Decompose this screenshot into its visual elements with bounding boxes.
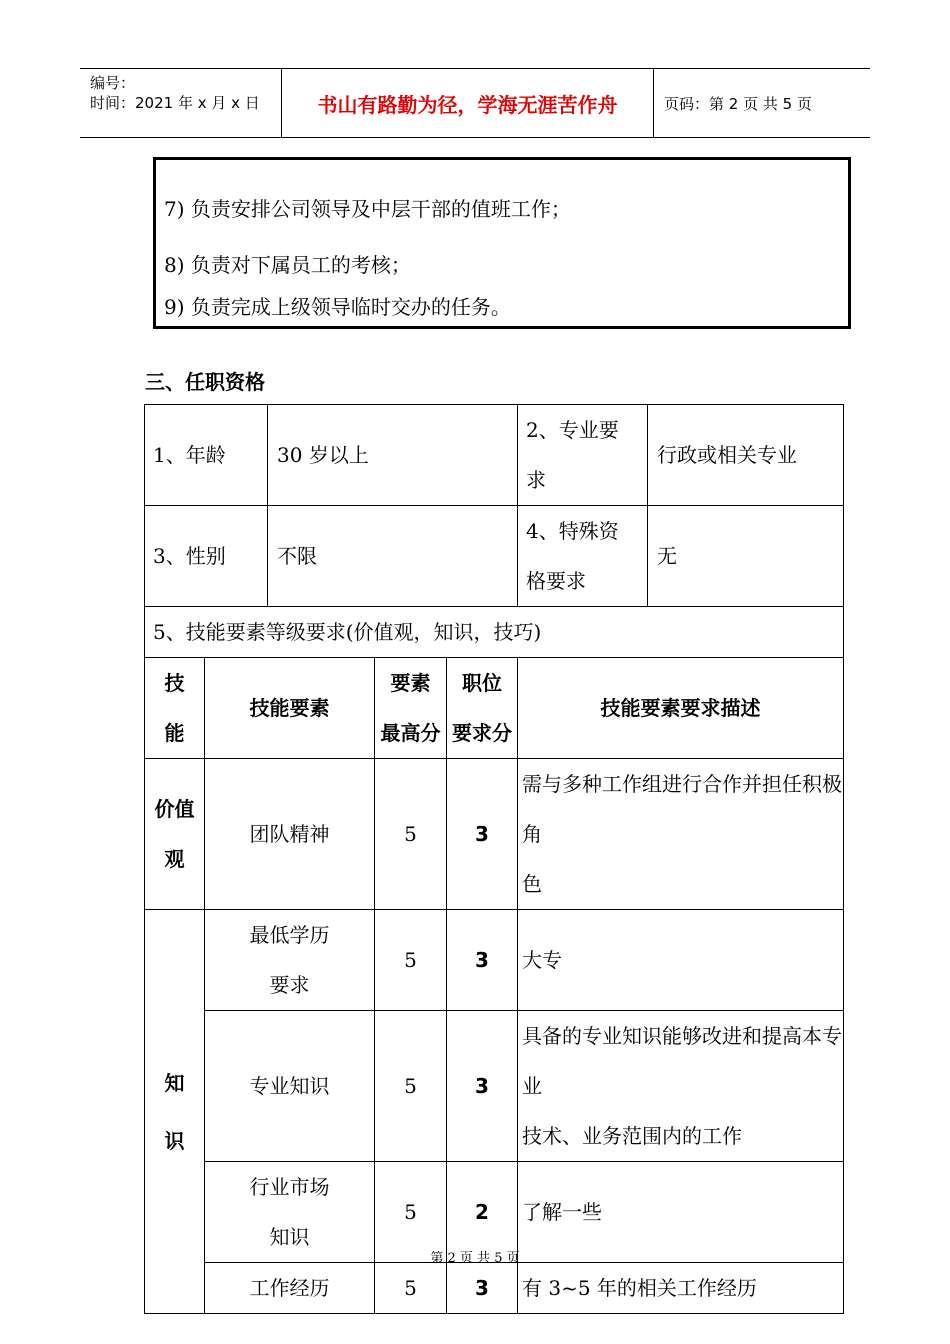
gender-value: 不限 <box>268 506 518 607</box>
duty-item: 9) 负责完成上级领导临时交办的任务。 <box>164 295 511 319</box>
skill-max: 5 <box>375 910 447 1011</box>
skill-req: 3 <box>447 910 518 1011</box>
skill-req: 3 <box>447 1263 518 1314</box>
group-knowledge-line1: 知 <box>164 1070 185 1095</box>
qualification-table <box>144 404 844 1314</box>
major-label <box>518 405 648 506</box>
table-row <box>145 607 844 658</box>
table-row <box>145 405 844 506</box>
skill-max: 5 <box>375 759 447 910</box>
header-skill-line1: 技 <box>164 671 185 695</box>
skill-desc: 有 3~5 年的相关工作经历 <box>518 1263 844 1314</box>
table-row <box>145 910 844 1011</box>
age-label: 1、年龄 <box>145 405 268 506</box>
header-req-line1: 职位 <box>462 671 503 695</box>
header-motto: 书山有路勤为径，学海无涯苦作舟 <box>282 69 654 137</box>
group-values-line2: 观 <box>164 847 185 871</box>
skill-desc <box>518 759 844 910</box>
skill-max: 5 <box>375 1011 447 1162</box>
skill-max: 5 <box>375 1162 447 1263</box>
table-row <box>145 506 844 607</box>
major-label-line2: 求 <box>526 468 547 492</box>
page-footer: 第 2 页 共 5 页 <box>430 1251 520 1266</box>
skill-desc-line2: 技术、业务范围内的工作 <box>522 1124 743 1148</box>
age-value: 30 岁以上 <box>268 405 518 506</box>
skill-desc <box>518 1011 844 1162</box>
header-max-line1: 要素 <box>390 671 431 695</box>
skill-name: 团队精神 <box>205 759 375 910</box>
skill-name: 专业知识 <box>205 1011 375 1162</box>
table-row <box>145 1011 844 1162</box>
special-label-line1: 4、特殊资 <box>526 519 619 543</box>
special-label <box>518 506 648 607</box>
header-skill <box>145 658 205 759</box>
skill-name-line2: 知识 <box>269 1225 310 1249</box>
header-skill-line2: 能 <box>164 721 185 745</box>
skill-req: 3 <box>447 1011 518 1162</box>
gender-label: 3、性别 <box>145 506 268 607</box>
group-values <box>145 759 205 910</box>
skill-desc: 大专 <box>518 910 844 1011</box>
duties-box <box>153 157 851 329</box>
skill-name-line1: 最低学历 <box>249 923 330 947</box>
major-value: 行政或相关专业 <box>648 405 844 506</box>
skills-header-row <box>145 658 844 759</box>
special-label-line2: 格要求 <box>526 569 587 593</box>
group-values-line1: 价值 <box>154 797 195 821</box>
header-max-score <box>375 658 447 759</box>
duty-item: 7) 负责安排公司领导及中层干部的值班工作； <box>164 197 571 221</box>
header-description: 技能要素要求描述 <box>518 658 844 759</box>
skills-row-label: 5、技能要素等级要求(价值观，知识，技巧) <box>145 607 844 658</box>
skill-desc: 了解一些 <box>518 1162 844 1263</box>
table-row <box>145 759 844 910</box>
header-page-label: 页码：第 2 页 共 5 页 <box>664 94 812 113</box>
skill-name-line1: 行业市场 <box>249 1175 330 1199</box>
serial-label: 编号： <box>90 74 136 92</box>
skill-req: 3 <box>447 759 518 910</box>
skill-desc-line1: 具备的专业知识能够改进和提高本专业 <box>522 1024 843 1098</box>
skill-req: 2 <box>447 1162 518 1263</box>
header-req-score <box>447 658 518 759</box>
header-req-line2: 要求分 <box>452 721 513 745</box>
skill-name <box>205 910 375 1011</box>
time-label: 时间：2021 年 x 月 x 日 <box>90 94 260 112</box>
header-meta <box>80 69 282 137</box>
special-value: 无 <box>648 506 844 607</box>
group-knowledge-line2: 识 <box>164 1128 185 1153</box>
major-label-line1: 2、专业要 <box>526 418 619 442</box>
skill-max: 5 <box>375 1263 447 1314</box>
table-row <box>145 1263 844 1314</box>
section-title: 三、任职资格 <box>145 370 265 394</box>
skill-desc-line2: 色 <box>522 872 543 896</box>
skill-desc-line1: 需与多种工作组进行合作并担任积极角 <box>522 772 843 846</box>
header-max-line2: 最高分 <box>380 721 441 745</box>
page-header <box>80 68 870 138</box>
header-element: 技能要素 <box>205 658 375 759</box>
skill-name-line2: 要求 <box>269 973 310 997</box>
skill-name: 工作经历 <box>205 1263 375 1314</box>
duty-item: 8) 负责对下属员工的考核； <box>164 253 411 277</box>
